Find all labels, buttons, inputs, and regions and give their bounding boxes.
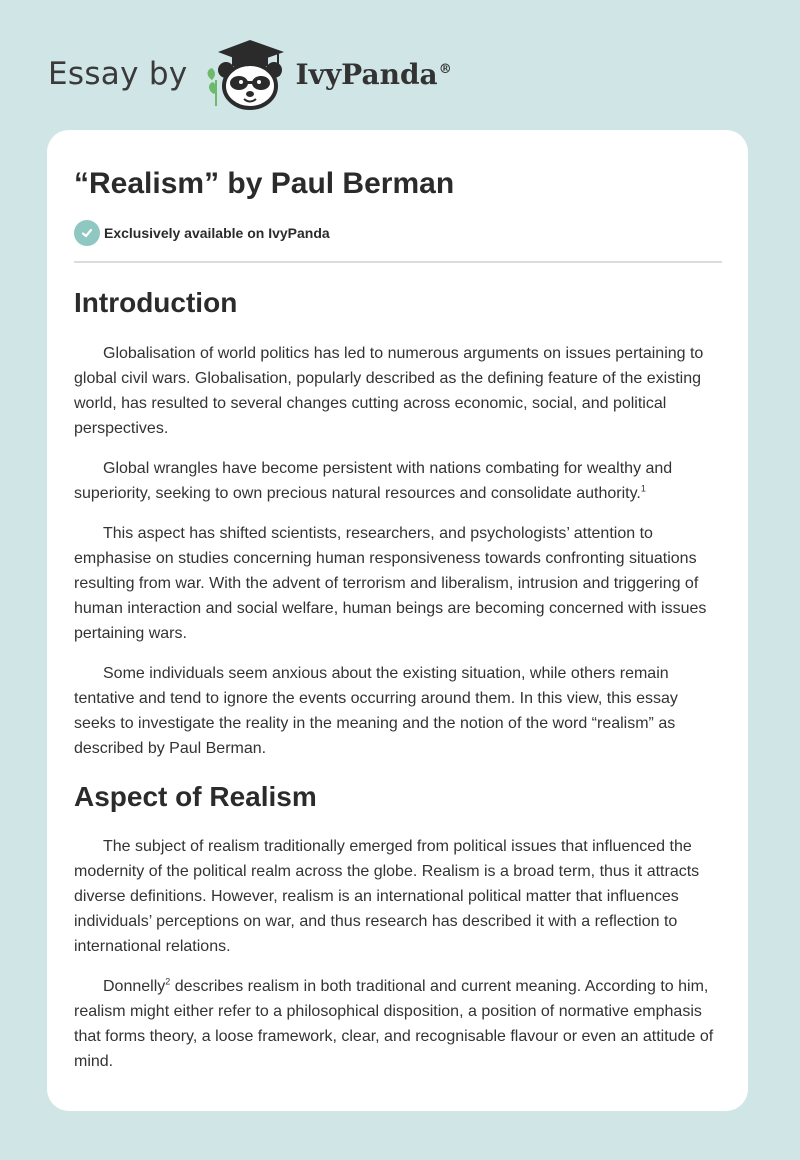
paragraph: Some individuals seem anxious about the existing situation, while others remain tentative and tend to ignore the events occurring around them. In this view, this essay seeks to investigate the reality in the meaning and the notion of the word “realism” as described by Paul Berman. [74, 665, 678, 757]
paragraph: Global wrangles have become persistent with nations combating for wealthy and superiority, seeking to own precious natural resources and consolidate authority.$^1$ [74, 460, 673, 502]
paragraph: Donnelly$^2$ describes realism in both traditional and current meaning. According to him, realism might either refer to a philosophical disposition, a position of normative emphasis that forms theory, a loose framework, clear, and recognisable flavour or even an attitude of mind. [74, 976, 714, 1070]
panda-graduate-icon [204, 36, 294, 112]
check-circle-icon [74, 220, 100, 246]
footnote-ref[interactable]: 1 [640, 483, 646, 494]
article-card [47, 130, 748, 1111]
footnote-ref[interactable]: 2 [165, 976, 171, 987]
badge-label: Exclusively available on IvyPanda [104, 225, 330, 241]
essay-by-label: Essay by [48, 56, 188, 92]
brand-name: IvyPanda® [295, 57, 452, 91]
paragraph: The subject of realism traditionally emerged from political issues that influenced the modernity of the political realm across the globe. Realism is a broad term, thus it attracts diverse definitions. However, realism is an international political matter that influences individuals’ perceptions on war, and thus research has described it with a reflection to international relations. [74, 838, 700, 955]
paragraph: This aspect has shifted scientists, researchers, and psychologists’ attention to emphasise on studies concerning human responsiveness towards confronting situations resulting from war. With the advent of terrorism and liberalism, intrusion and triggering of human interaction and social welfare, human beings are becoming concerned with issues pertaining wars. [74, 525, 707, 642]
section-heading: Aspect of Realism [74, 781, 317, 812]
page-title: “Realism” by Paul Berman [74, 167, 455, 200]
divider [74, 261, 722, 263]
paragraph: Globalisation of world politics has led to numerous arguments on issues pertaining to global civil wars. Globalisation, popularly described as the defining feature of the existing world, has resulted to several changes cutting across economic, social, and political perspectives. [74, 345, 704, 437]
exclusive-badge [74, 220, 722, 246]
section-heading: Introduction [74, 287, 238, 318]
site-header [48, 34, 478, 114]
